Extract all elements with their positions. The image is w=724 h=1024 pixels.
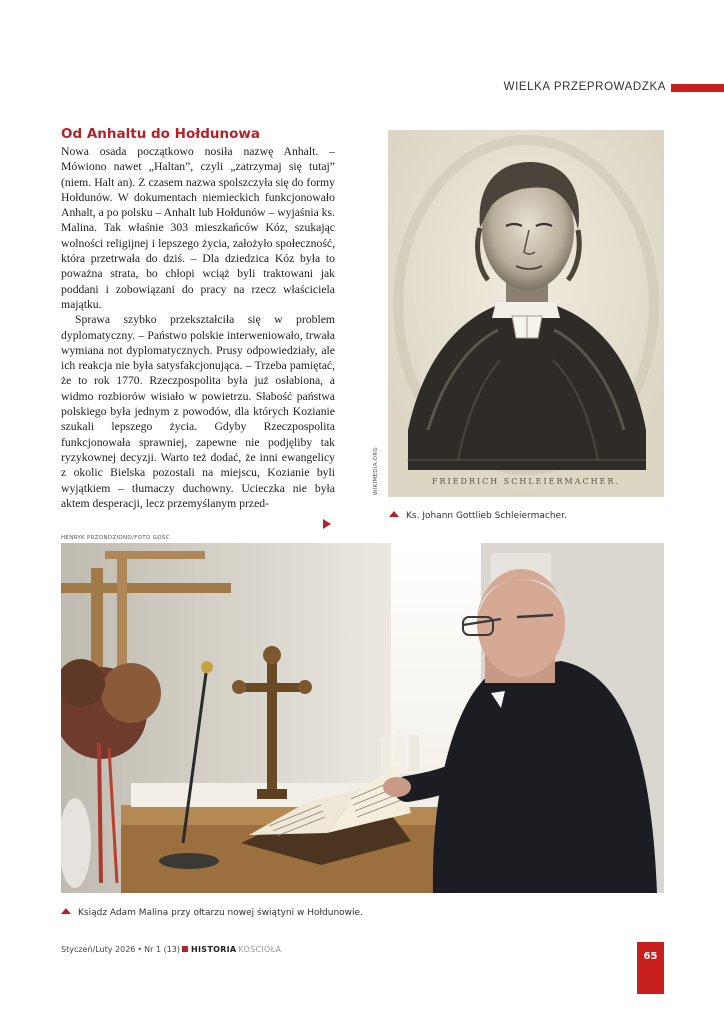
article-paragraph-1: Nowa osada początkowo nosiła nazwę Anhalt. – Mówiono nawet „Haltan”, czyli „zatrzymaj się tutaj” (niem. Halt an). Z czasem nazwa spolszczyła się do formy Hołdunów. W dokumentach niemieckich funkcjonowało Anhalt, a po polsku – Anhalt lub Hołdunów – wyjaśnia ks. Malina. Tak właśnie 303 mieszkańców Kóz, szukając wolności religijnej i lepszego życia, założyło społeczność, która przetrwała do dziś. – Dla dziedzica Kóz była to poważna strata, bo chłopi wciąż byli traktowani jak poddani i zobowiązani do pracy na rzecz właściciela majątku.: [61, 145, 335, 311]
footer-separator: •: [137, 945, 143, 954]
footer-number: Nr 1 (13): [144, 945, 180, 954]
photo-caption-text: Ksiądz Adam Malina przy ołtarzu nowej świątyni w Hołdunowie.: [78, 908, 363, 918]
caption-marker-icon: [389, 511, 399, 517]
portrait-caption: [389, 511, 567, 521]
section-label: WIELKA PRZEPROWADZKA: [503, 81, 666, 93]
section-bar: [671, 84, 724, 92]
brand-square-icon: [182, 946, 188, 952]
church-photo: [61, 543, 664, 893]
portrait-engraving: [388, 130, 664, 497]
photo-caption: [61, 908, 363, 918]
photo-credit: HENRYK PRZONDZIONO/FOTO GOŚĆ: [61, 535, 170, 541]
portrait-credit: WIKIMEDIA.ORG: [373, 446, 379, 495]
footer-issue: Styczeń/Luty 2026: [61, 945, 136, 954]
article-heading: Od Anhaltu do Hołdunowa: [61, 126, 260, 142]
portrait-caption-text: Ks. Johann Gottlieb Schleiermacher.: [406, 511, 567, 521]
caption-marker-icon: [61, 908, 71, 914]
page-number: 65: [637, 942, 664, 994]
article-paragraph-2: Sprawa szybko przekształciła się w problem dyplomatyczny. – Państwo polskie interweniowało, trwała wymiana not dyplomatycznych. Prusy odpowiedziały, ale ich reakcja nie była satysfakcjonująca. – Trzeba pamiętać, że to rok 1770. Rzeczpospolita była już osłabiona, a widmo rozbiorów wisiało w powietrzu. Słabość państwa polskiego była jednym z powodów, dla których Kozianie szukali lepszego życia. Gdyby Rzeczpospolita funkcjonowała sprawniej, zapewne nie podjęliby tak ryzykownej decyzji. Warto też dodać, że inni ewangelicy z okolic Bielska pozostali na miejscu, Kozianie byli wyjątkiem – tłumaczy duchowny. Ucieczka nie była aktem desperacji, lecz przemyślanym przed-: [61, 313, 335, 510]
footer-brand-bold: HISTORIA: [191, 945, 237, 954]
page-footer: [61, 945, 281, 954]
continue-arrow-icon: [323, 519, 331, 529]
portrait-plate-text: FRIEDRICH SCHLEIERMACHER.: [431, 477, 621, 486]
article-column: [61, 126, 335, 511]
footer-brand-light: KOŚCIOŁA: [238, 945, 282, 954]
